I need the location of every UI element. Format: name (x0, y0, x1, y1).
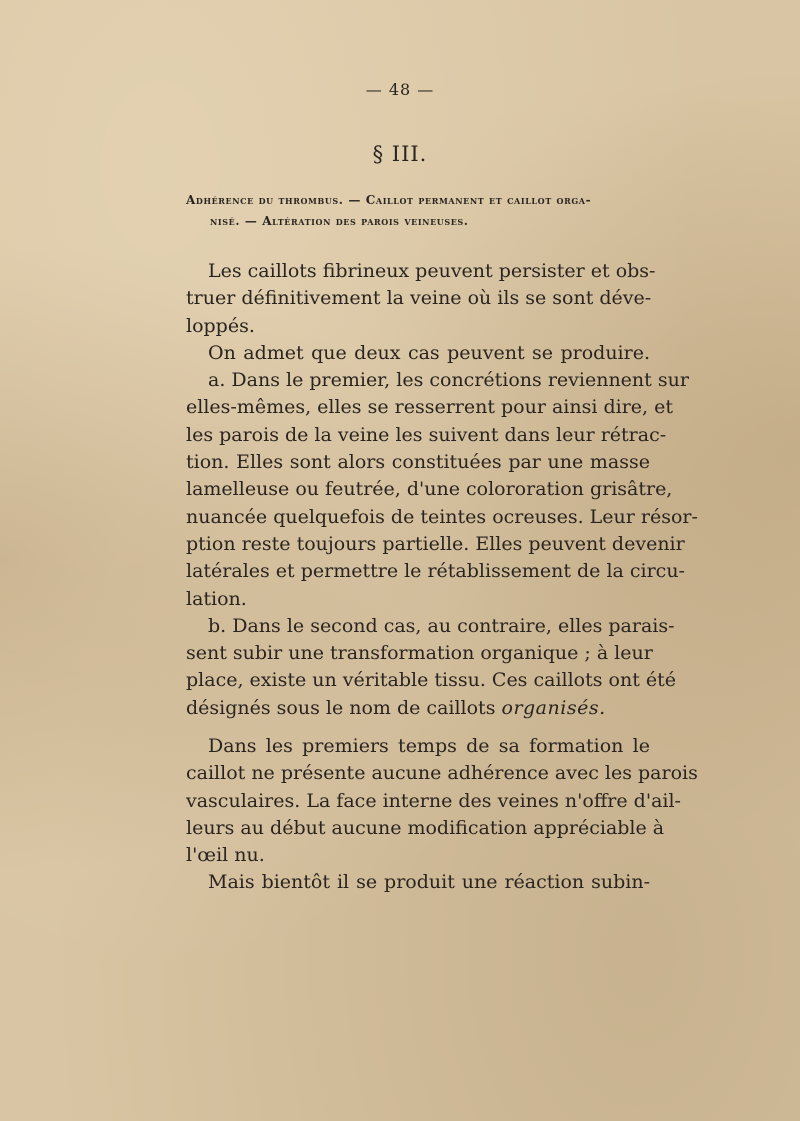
text-line: loppés. (186, 314, 255, 337)
text-line: caillot ne présente aucune adhérence avec les parois (186, 762, 698, 785)
text-line: On admet que deux cas peuvent se produire. (208, 341, 650, 364)
text-line: Les caillots fibrineux peuvent persister et obs- (208, 260, 656, 282)
text-line: lation. (186, 587, 247, 610)
text-line: latérales et permettre le rétablissement de la circu- (186, 560, 685, 583)
text-line: ption reste toujours partielle. Elles peuvent devenir (186, 532, 685, 555)
text-line-start: désignés sous le nom de caillots (186, 696, 502, 719)
text-line: truer définitivement la veine où ils se sont déve- (186, 287, 652, 310)
text-line: Mais bientôt il se produit une réaction subin- (208, 871, 650, 894)
section-subtitle-line-2: nisé. — Altération des parois veineuses. (210, 214, 469, 228)
text-line: leurs au début aucune modification appréciable à (186, 816, 665, 839)
text-line: b. Dans le second cas, au contraire, elles parais- (208, 614, 675, 637)
text-line: les parois de la veine les suivent dans leur rétrac- (186, 423, 667, 446)
section-subtitle-line-1: Adhérence du thrombus. — Caillot permanent et caillot orga- (186, 193, 592, 207)
page-number: — 48 — (365, 80, 435, 99)
italic-term: organisés. (501, 696, 606, 719)
text-line: sent subir une transformation organique ; à leur (186, 642, 653, 665)
text-line: a. Dans le premier, les concrétions reviennent sur (208, 369, 689, 392)
body-text-block-2 (186, 733, 698, 897)
text-line: vasculaires. La face interne des veines n'offre d'ail- (186, 789, 681, 812)
text-line: elles-mêmes, elles se resserrent pour ainsi dire, et (186, 396, 674, 419)
text-line: nuancée quelquefois de teintes ocreuses. Leur résor- (186, 505, 698, 528)
text-line: place, existe un véritable tissu. Ces caillots ont été (186, 669, 677, 692)
text-line (186, 695, 650, 722)
text-line: l'œil nu. (186, 844, 265, 867)
body-text-block-1 (186, 258, 698, 722)
text-line: Dans les premiers temps de sa formation le (208, 735, 650, 757)
text-line: lamelleuse ou feutrée, d'une colororation grisâtre, (186, 478, 673, 501)
text-line: tion. Elles sont alors constituées par une masse (186, 451, 650, 474)
section-heading: § III. (372, 142, 428, 166)
section-subtitle (186, 190, 646, 232)
